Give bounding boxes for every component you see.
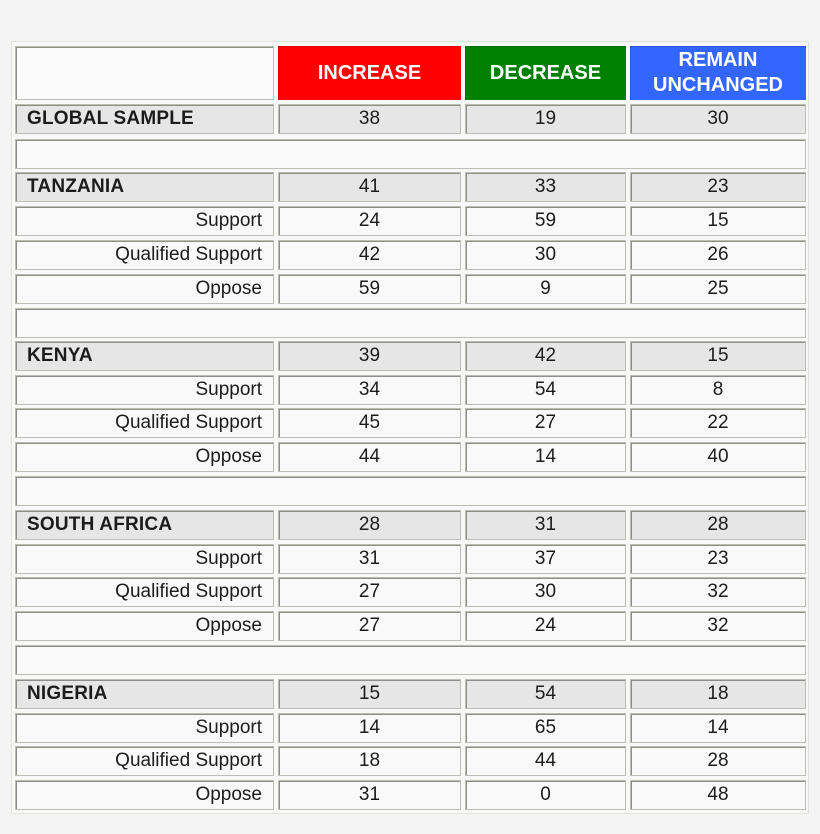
nigeria-support-increase-value: 14 [278,713,461,743]
country-kenya-label: KENYA [15,341,274,371]
country-nigeria-decrease-value: 54 [465,679,626,709]
tanzania-support-decrease-value: 59 [465,206,626,236]
global-sample-increase-value: 38 [278,104,461,134]
tanzania-qualified-support-unchanged-value: 26 [630,240,806,270]
south-africa-qualified-support-unchanged-value: 32 [630,577,806,607]
tanzania-qualified-support-decrease-value: 30 [465,240,626,270]
nigeria-qualified-support-decrease-value: 44 [465,746,626,776]
tanzania-qualified-support-increase-value: 42 [278,240,461,270]
nigeria-qualified-support-increase-value: 18 [278,746,461,776]
country-south-africa-label: SOUTH AFRICA [15,510,274,540]
nigeria-oppose-decrease-value: 0 [465,780,626,810]
kenya-oppose-decrease-value: 14 [465,442,626,472]
kenya-qualified-support-label: Qualified Support [15,408,274,438]
corner-cell [15,46,274,100]
tanzania-support-label: Support [15,206,274,236]
country-kenya-decrease-value: 42 [465,341,626,371]
tanzania-oppose-label: Oppose [15,274,274,304]
country-nigeria-increase-value: 15 [278,679,461,709]
nigeria-support-decrease-value: 65 [465,713,626,743]
country-south-africa-unchanged-value: 28 [630,510,806,540]
nigeria-qualified-support-label: Qualified Support [15,746,274,776]
kenya-oppose-unchanged-value: 40 [630,442,806,472]
global-sample-label: GLOBAL SAMPLE [15,104,274,134]
south-africa-oppose-unchanged-value: 32 [630,611,806,641]
country-tanzania-decrease-value: 33 [465,172,626,202]
kenya-qualified-support-decrease-value: 27 [465,408,626,438]
kenya-qualified-support-unchanged-value: 22 [630,408,806,438]
south-africa-support-decrease-value: 37 [465,544,626,574]
spacer-row [15,139,806,169]
kenya-support-unchanged-value: 8 [630,375,806,405]
south-africa-support-unchanged-value: 23 [630,544,806,574]
global-sample-decrease-value: 19 [465,104,626,134]
country-nigeria-label: NIGERIA [15,679,274,709]
global-sample-unchanged-value: 30 [630,104,806,134]
results-table [11,41,809,814]
south-africa-qualified-support-label: Qualified Support [15,577,274,607]
spacer-row [15,645,806,675]
country-kenya-unchanged-value: 15 [630,341,806,371]
country-south-africa-increase-value: 28 [278,510,461,540]
south-africa-qualified-support-increase-value: 27 [278,577,461,607]
south-africa-qualified-support-decrease-value: 30 [465,577,626,607]
tanzania-support-increase-value: 24 [278,206,461,236]
kenya-support-increase-value: 34 [278,375,461,405]
spacer-row [15,308,806,338]
country-nigeria-unchanged-value: 18 [630,679,806,709]
tanzania-oppose-decrease-value: 9 [465,274,626,304]
column-header-unchanged: REMAIN UNCHANGED [630,46,806,100]
column-header-decrease: DECREASE [465,46,626,100]
country-tanzania-increase-value: 41 [278,172,461,202]
south-africa-support-increase-value: 31 [278,544,461,574]
kenya-support-decrease-value: 54 [465,375,626,405]
south-africa-oppose-label: Oppose [15,611,274,641]
country-kenya-increase-value: 39 [278,341,461,371]
tanzania-oppose-increase-value: 59 [278,274,461,304]
nigeria-oppose-increase-value: 31 [278,780,461,810]
country-south-africa-decrease-value: 31 [465,510,626,540]
south-africa-oppose-increase-value: 27 [278,611,461,641]
spacer-row [15,476,806,506]
kenya-support-label: Support [15,375,274,405]
column-header-increase: INCREASE [278,46,461,100]
nigeria-oppose-label: Oppose [15,780,274,810]
nigeria-oppose-unchanged-value: 48 [630,780,806,810]
south-africa-support-label: Support [15,544,274,574]
kenya-oppose-label: Oppose [15,442,274,472]
country-tanzania-label: TANZANIA [15,172,274,202]
kenya-oppose-increase-value: 44 [278,442,461,472]
nigeria-qualified-support-unchanged-value: 28 [630,746,806,776]
nigeria-support-unchanged-value: 14 [630,713,806,743]
nigeria-support-label: Support [15,713,274,743]
tanzania-support-unchanged-value: 15 [630,206,806,236]
kenya-qualified-support-increase-value: 45 [278,408,461,438]
tanzania-qualified-support-label: Qualified Support [15,240,274,270]
south-africa-oppose-decrease-value: 24 [465,611,626,641]
tanzania-oppose-unchanged-value: 25 [630,274,806,304]
country-tanzania-unchanged-value: 23 [630,172,806,202]
